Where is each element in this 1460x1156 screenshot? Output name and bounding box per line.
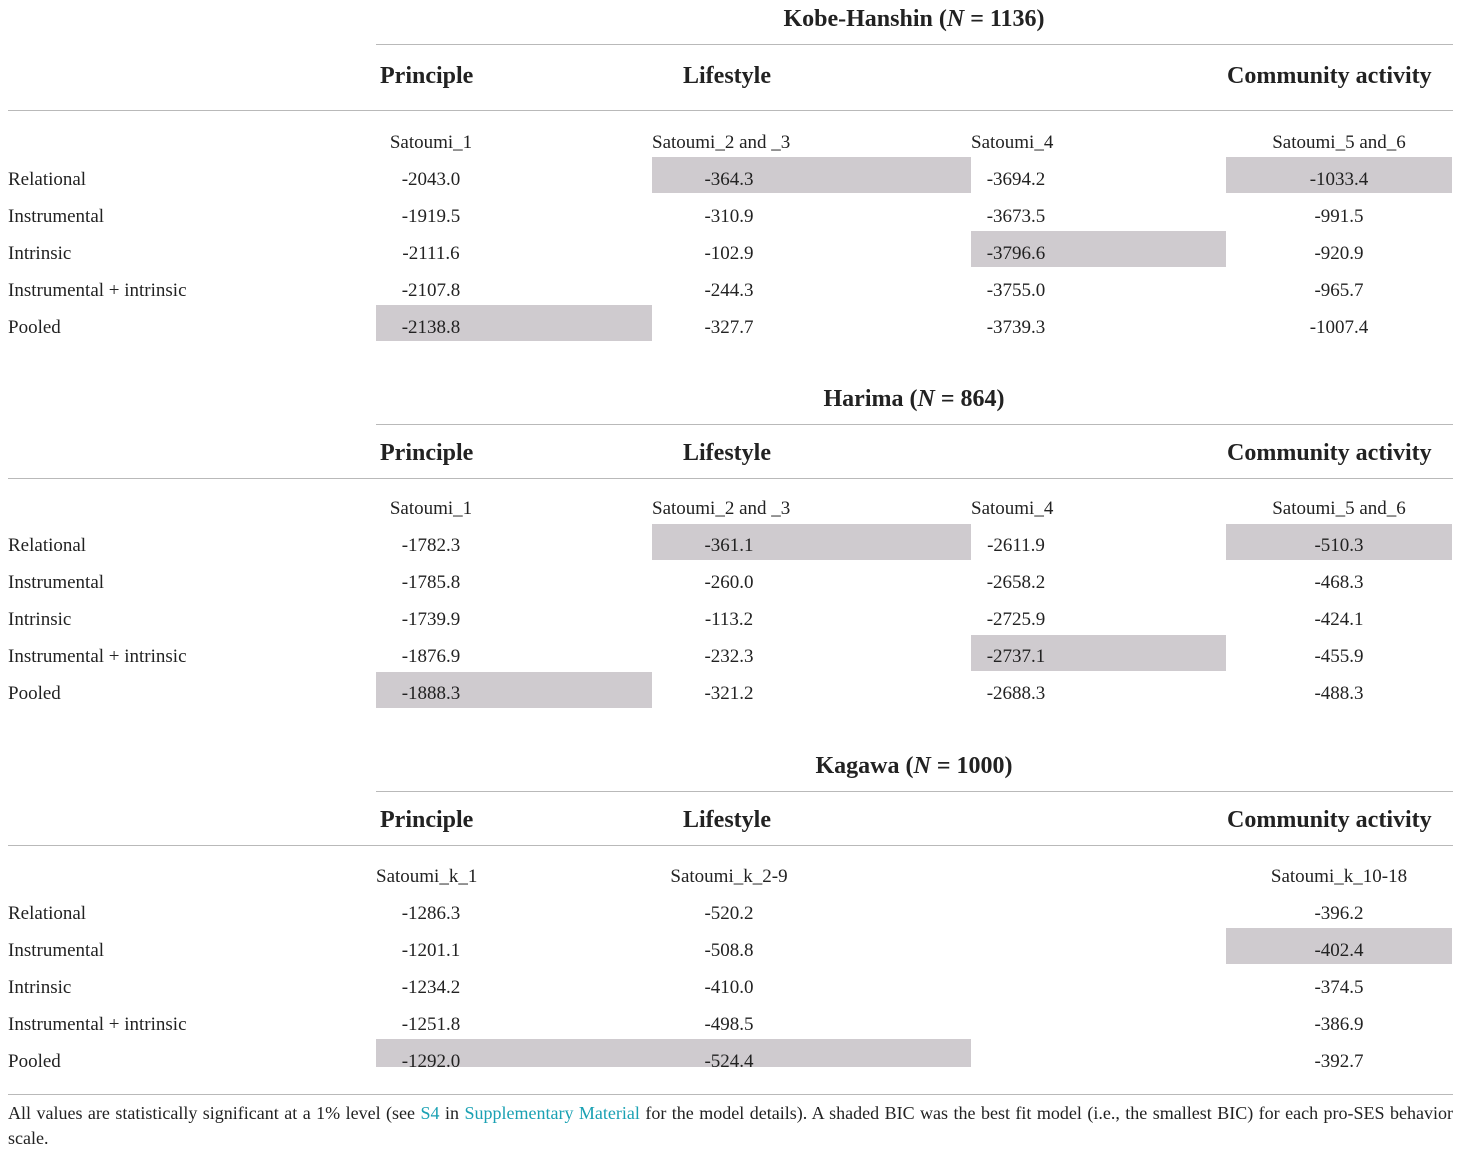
table-cell: -468.3 [1314, 572, 1364, 593]
table-cell: -260.0 [704, 572, 754, 593]
column-header: Satoumi_4 [971, 498, 1054, 519]
footnote-text: in [439, 1103, 465, 1123]
category-community-activity: Community activity [1227, 63, 1432, 89]
table-bottom-rule [8, 1094, 1453, 1095]
row-label: Intrinsic [8, 243, 72, 264]
table-cell: -508.8 [704, 940, 754, 961]
table-cell: -524.4 [704, 1051, 754, 1072]
divider [376, 791, 1453, 792]
table-cell: -102.9 [704, 243, 754, 264]
n-value: = 864) [934, 386, 1005, 412]
category-principle: Principle [380, 63, 474, 89]
table-cell: -965.7 [1314, 280, 1364, 301]
table-cell: -2611.9 [987, 535, 1045, 556]
column-header: Satoumi_k_2-9 [670, 866, 788, 887]
table-cell: -2688.3 [986, 683, 1046, 704]
table-cell: -374.5 [1314, 977, 1364, 998]
table-cell: -1292.0 [401, 1051, 461, 1072]
table-cell: -396.2 [1314, 903, 1364, 924]
region-name: Kobe-Hanshin [783, 6, 933, 32]
column-header: Satoumi_k_1 [376, 866, 478, 887]
table-cell: -1919.5 [401, 206, 461, 227]
row-label: Instrumental [8, 940, 105, 961]
table-cell: -3694.2 [986, 169, 1046, 190]
column-header: Satoumi_5 and_6 [1272, 132, 1406, 153]
table-cell: -392.7 [1314, 1051, 1364, 1072]
column-header: Satoumi_4 [971, 132, 1054, 153]
n-value: = 1000) [930, 753, 1013, 779]
n-label: N [917, 386, 935, 412]
table-cell: -510.3 [1314, 535, 1364, 556]
column-header: Satoumi_5 and_6 [1272, 498, 1406, 519]
region-name: Kagawa [815, 753, 900, 779]
column-header: Satoumi_k_10-18 [1270, 866, 1408, 887]
table-footnote [8, 1101, 1453, 1151]
table-cell: -1007.4 [1309, 317, 1369, 338]
table-cell: -455.9 [1314, 646, 1364, 667]
table-cell: -1033.4 [1309, 169, 1369, 190]
category-principle: Principle [380, 440, 474, 466]
table-cell: -1876.9 [401, 646, 461, 667]
table-cell: -1251.8 [401, 1014, 461, 1035]
row-label: Pooled [8, 317, 61, 338]
column-header: Satoumi_2 and _3 [652, 498, 791, 519]
category-lifestyle: Lifestyle [683, 63, 771, 89]
column-header: Satoumi_2 and _3 [652, 132, 791, 153]
table-cell: -1739.9 [401, 609, 461, 630]
table-cell: -2658.2 [986, 572, 1046, 593]
row-label: Instrumental + intrinsic [8, 1014, 187, 1035]
table-cell: -3673.5 [986, 206, 1046, 227]
n-label: N [946, 6, 965, 32]
s4-link[interactable]: S4 [420, 1103, 440, 1123]
table-cell: -520.2 [704, 903, 754, 924]
section-title: Kobe-Hanshin (N = 1136) [783, 6, 1045, 32]
row-label: Relational [8, 903, 87, 924]
table-cell: -361.1 [704, 535, 754, 556]
table-cell: -410.0 [704, 977, 754, 998]
table-cell: -488.3 [1314, 683, 1364, 704]
column-header: Satoumi_1 [389, 498, 473, 519]
section-title: Kagawa (N = 1000) [815, 753, 1013, 779]
table-cell: -2107.8 [401, 280, 461, 301]
table-cell: -2725.9 [986, 609, 1046, 630]
category-lifestyle: Lifestyle [683, 440, 771, 466]
table-cell: -402.4 [1314, 940, 1364, 961]
column-header: Satoumi_1 [389, 132, 473, 153]
table-cell: -232.3 [704, 646, 754, 667]
divider [376, 44, 1453, 45]
table-cell: -1286.3 [401, 903, 461, 924]
table-cell: -2043.0 [401, 169, 461, 190]
divider [376, 424, 1453, 425]
row-label: Instrumental [8, 206, 105, 227]
table-cell: -498.5 [704, 1014, 754, 1035]
table-cell: -327.7 [704, 317, 754, 338]
row-label: Relational [8, 535, 87, 556]
table-cell: -386.9 [1314, 1014, 1364, 1035]
row-label: Instrumental [8, 572, 105, 593]
table-cell: -1782.3 [401, 535, 461, 556]
table-cell: -364.3 [704, 169, 754, 190]
category-lifestyle: Lifestyle [683, 807, 771, 833]
table-cell: -3755.0 [986, 280, 1046, 301]
row-label: Intrinsic [8, 609, 72, 630]
footnote-text: All values are statistically significant at a 1% level (see [8, 1103, 421, 1123]
row-label: Relational [8, 169, 87, 190]
table-cell: -991.5 [1314, 206, 1364, 227]
row-label: Pooled [8, 1051, 61, 1072]
table-cell: -321.2 [704, 683, 754, 704]
table-cell: -1785.8 [401, 572, 461, 593]
supplementary-material-link[interactable]: Supplementary Material [464, 1103, 640, 1123]
table-cell: -1888.3 [401, 683, 461, 704]
table-cell: -920.9 [1314, 243, 1364, 264]
row-label: Pooled [8, 683, 61, 704]
region-name: Harima [823, 386, 904, 412]
table-cell: -113.2 [704, 609, 754, 630]
table-cell: -2138.8 [401, 317, 461, 338]
category-principle: Principle [380, 807, 474, 833]
divider [8, 110, 1453, 111]
category-community-activity: Community activity [1227, 440, 1432, 466]
table-cell: -244.3 [704, 280, 754, 301]
footnote-text: for the model details). A shaded BIC was the best fit model (i.e., the smallest BIC) for each pro-SES behavior scale. [8, 1103, 1453, 1148]
table-cell: -424.1 [1314, 609, 1364, 630]
table-cell: -2737.1 [986, 646, 1046, 667]
n-label: N [913, 753, 931, 779]
n-value: = 1136) [964, 6, 1045, 32]
category-community-activity: Community activity [1227, 807, 1432, 833]
row-label: Instrumental + intrinsic [8, 280, 187, 301]
table-cell: -1201.1 [401, 940, 461, 961]
divider [8, 478, 1453, 479]
section-title: Harima (N = 864) [823, 386, 1005, 412]
table-cell: -2111.6 [402, 243, 460, 264]
row-label: Intrinsic [8, 977, 72, 998]
divider [8, 845, 1453, 846]
row-label: Instrumental + intrinsic [8, 646, 187, 667]
table-cell: -3796.6 [986, 243, 1046, 264]
table-cell: -1234.2 [401, 977, 461, 998]
table-cell: -310.9 [704, 206, 754, 227]
table-cell: -3739.3 [986, 317, 1046, 338]
